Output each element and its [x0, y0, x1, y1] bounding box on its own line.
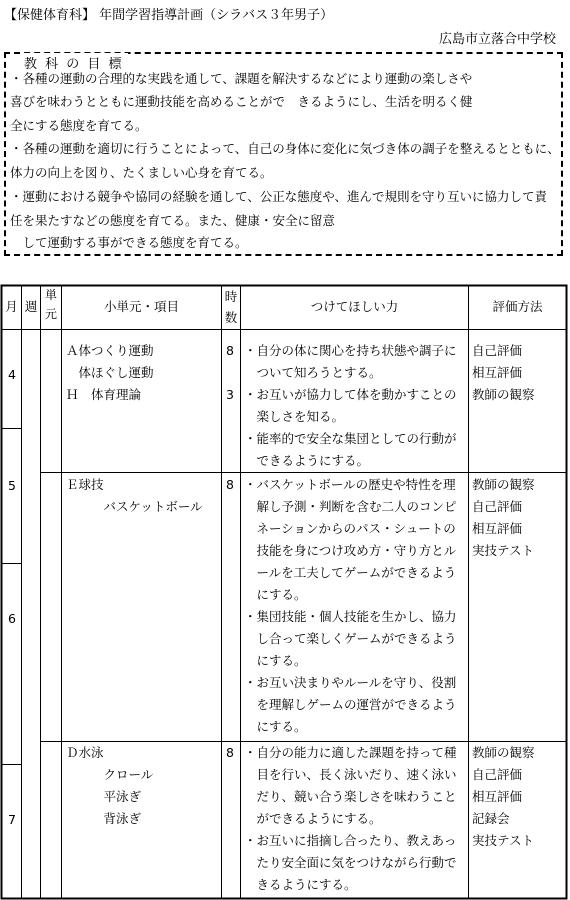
goal-line: 任を果たすなどの態度を育てる。また、健康・安全に留意: [10, 213, 336, 228]
skill-line: 目を行い、長く泳いだり、速く泳い: [244, 767, 457, 782]
goal-line: ・運動における競争や協同の経験を通して、公正な態度や、進んで規則を守り互いに協力して責: [10, 189, 548, 204]
item-text: 体ほぐし運動: [66, 365, 154, 380]
skill-line: 楽しさを知る。: [244, 409, 345, 424]
skill-line: にする。: [244, 719, 307, 734]
page-title: 【保健体育科】 年間学習指導計画（シラバス３年男子）: [4, 8, 334, 23]
header-eval: 評価方法: [492, 299, 543, 314]
goal-line: 喜びを味わうとともに運動技能を高めることがで きるようにし、生活を明るく健: [10, 94, 473, 109]
eval-method: 教師の観察: [472, 477, 535, 492]
goal-line: して運動する事ができる態度を育てる。: [10, 235, 248, 250]
header-item: 小単元・項目: [103, 299, 179, 314]
item-text: Ｅ球技: [66, 477, 104, 492]
item-text: バスケットボール: [66, 499, 203, 514]
skill-line: 解し予測・判断を含む二人のコンピ: [244, 499, 457, 514]
item-text: Ａ体つくり運動: [66, 343, 154, 358]
hours-value: 8: [226, 745, 234, 760]
skill-line: し合って楽しくゲームができるよう: [244, 631, 457, 646]
eval-method: 実技テスト: [472, 833, 535, 848]
skill-line: たり安全面に気をつけながら行動で: [244, 855, 457, 870]
skill-line: にする。: [244, 587, 307, 602]
skill-line: ールを工夫してゲームができるよう: [244, 565, 457, 580]
item-text: クロール: [66, 767, 154, 782]
skill-line: ・自分の能力に適した課題を持って種: [244, 745, 457, 760]
item-text: 平泳ぎ: [66, 789, 142, 804]
skill-line: ネーションからのパス・シュートの: [244, 521, 456, 536]
goal-line: 全にする態度を育てる。: [10, 118, 148, 133]
item-text: Ｄ水泳: [66, 745, 104, 760]
eval-method: 記録会: [472, 811, 510, 826]
skill-line: ができるようにする。: [244, 811, 382, 826]
goals-title: 教 科 の 目 標: [20, 53, 128, 72]
school-name: 広島市立落合中学校: [438, 32, 556, 47]
eval-method: 相互評価: [472, 521, 523, 536]
month-label: 7: [8, 812, 16, 827]
item-text: Ｈ 体育理論: [66, 387, 142, 402]
month-label: 4: [8, 367, 16, 382]
skill-line: 技能を身につけ攻め方・守り方とル: [244, 543, 457, 558]
eval-method: 教師の観察: [472, 387, 535, 402]
month-label: 6: [8, 611, 16, 626]
header-skills: つけてほしい力: [310, 299, 399, 314]
goal-line: ・各種の運動の合理的な実践を通して、課題を解決するなどにより運動の楽しさや: [10, 71, 473, 86]
hours-value: 3: [226, 387, 234, 402]
skill-line: ・集団技能・個人技能を生かし、協力: [244, 609, 457, 624]
month-label: 5: [8, 478, 16, 493]
goal-line: ・各種の運動を適切に行うことによって、自己の身体に変化に気づき体の調子を整えるとともに、: [10, 141, 560, 156]
skill-line: ついて知ろうとする。: [244, 365, 382, 380]
skill-line: ・自分の体に関心を持ち状態や調子に: [244, 343, 457, 358]
item-text: 背泳ぎ: [66, 811, 142, 826]
eval-method: 教師の観察: [472, 745, 535, 760]
goal-line: 体力の向上を図り、たくましい心身を育てる。: [10, 165, 273, 180]
goals-box: [4, 52, 563, 256]
skill-line: ・お互いが協力して体を動かすことの: [244, 387, 457, 402]
hours-value: 8: [226, 343, 234, 358]
skill-line: にする。: [244, 653, 307, 668]
eval-method: 実技テスト: [472, 543, 535, 558]
eval-method: 自己評価: [472, 767, 523, 782]
skill-line: できるようにする。: [244, 453, 370, 468]
eval-method: 自己評価: [472, 499, 523, 514]
eval-method: 相互評価: [472, 789, 523, 804]
skill-line: ・バスケットボールの歴史や特性を理: [244, 477, 456, 492]
skill-line: を理解しゲームの運営ができるよう: [244, 697, 457, 712]
skill-line: だり、競い合う楽しさを味わうこと: [244, 789, 457, 804]
header-hours: 時数: [224, 289, 238, 325]
skill-line: きるようにする。: [244, 877, 357, 892]
skill-line: ・能率的で安全な集団としての行動が: [244, 431, 457, 446]
header-month: 月: [5, 299, 18, 314]
header-unit: 単元: [44, 288, 57, 321]
header-week: 週: [24, 299, 38, 314]
eval-method: 自己評価: [472, 343, 523, 358]
skill-line: ・お互いに指摘し合ったり、教えあっ: [244, 833, 457, 848]
eval-method: 相互評価: [472, 365, 523, 380]
skill-line: ・お互い決まりやルールを守り、役割: [244, 675, 457, 690]
hours-value: 8: [226, 477, 234, 492]
